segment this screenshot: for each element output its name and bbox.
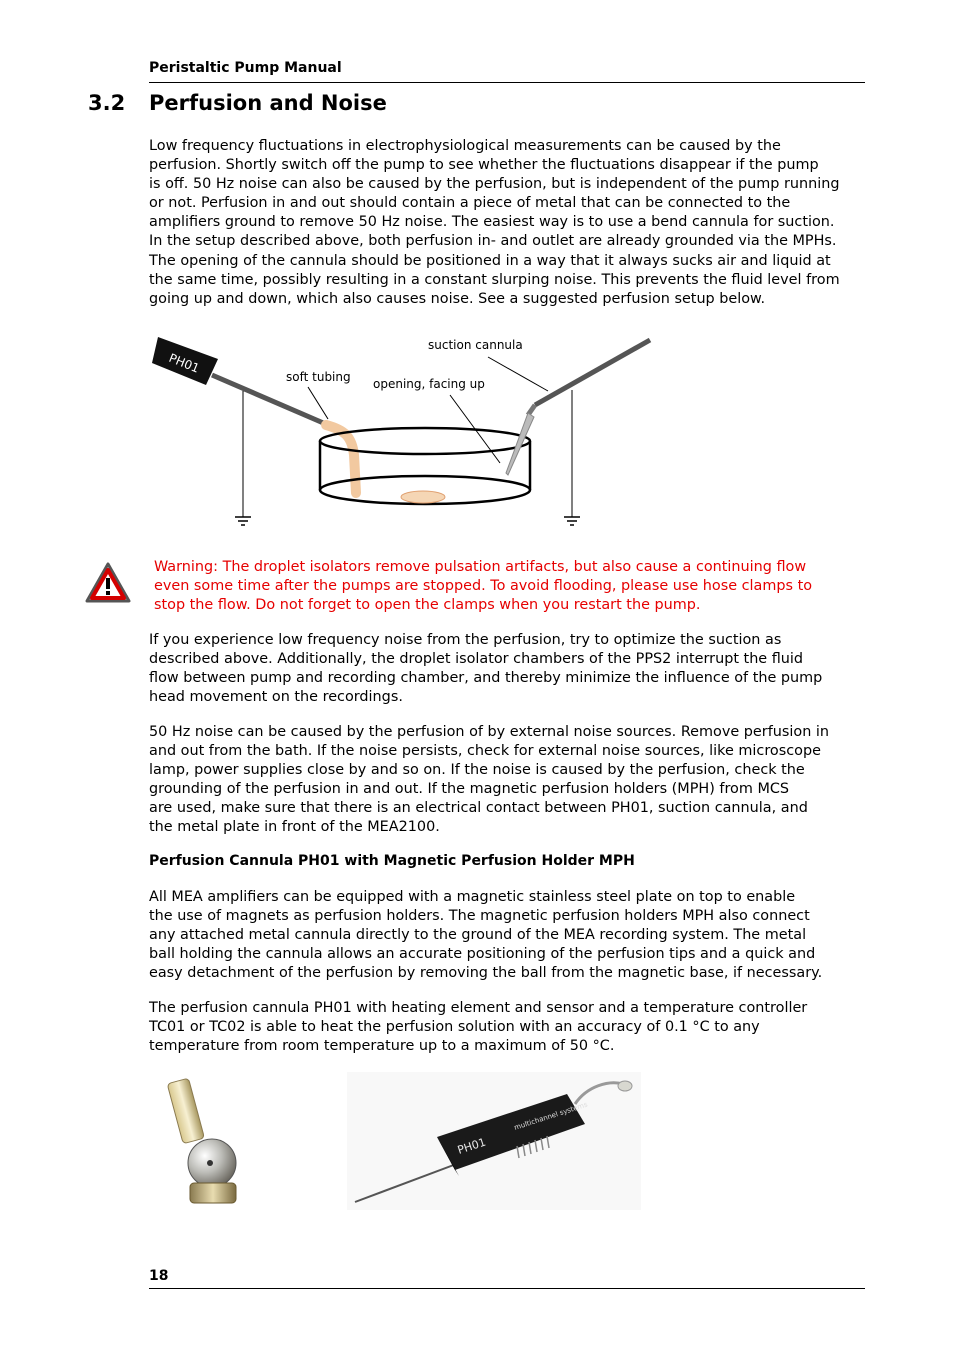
- magnetic-perfusion-holder-photo: [160, 1075, 250, 1210]
- paragraph-2: [149, 631, 865, 707]
- text-line: perfusion. Shortly switch off the pump to see whether the fluctuations disappear if the pump: [149, 157, 819, 174]
- text-line: is off. 50 Hz noise can also be caused by the perfusion, but is independent of the pump running: [149, 176, 840, 193]
- text-line: 50 Hz noise can be caused by the perfusion of by external noise sources. Remove perfusion in: [149, 724, 830, 740]
- section-number: 3.2: [88, 91, 126, 115]
- text-line: head movement on the recordings.: [149, 689, 403, 706]
- suction-cannula-label: suction cannula: [428, 338, 523, 352]
- footer-rule: [149, 1288, 865, 1289]
- text-line: are used, make sure that there is an electrical contact between PH01, suction cannula, and: [149, 800, 808, 817]
- section-heading: [88, 91, 387, 115]
- text-line: described above. Additionally, the droplet isolator chambers of the PPS2 interrupt the fluid: [149, 651, 804, 668]
- section-title: Perfusion and Noise: [149, 91, 387, 115]
- intro-paragraph: [149, 137, 865, 309]
- ph01-label: PH01: [166, 350, 202, 376]
- warning-line: stop the flow. Do not forget to open the clamps when you restart the pump.: [154, 597, 701, 614]
- running-header: Peristaltic Pump Manual: [149, 60, 342, 76]
- suction-cannula-arrow: [488, 357, 548, 391]
- text-line: grounding of the perfusion in and out. If the magnetic perfusion holders (MPH) from MCS: [149, 781, 790, 798]
- warning-triangle-icon: [84, 561, 132, 605]
- text-line: In the setup described above, both perfusion in- and outlet are already grounded via the MPHs.: [149, 233, 837, 250]
- perfusion-setup-diagram: [140, 325, 670, 535]
- paragraph-4: [149, 888, 865, 983]
- paragraph-3: [149, 723, 865, 838]
- text-line: amplifiers ground to remove 50 Hz noise. The easiest way is to use a bend cannula for suction.: [149, 214, 835, 231]
- text-line: and out from the bath. If the noise persists, check for external noise sources, like microscope: [149, 743, 821, 760]
- text-line: temperature from room temperature up to a maximum of 50 °C.: [149, 1038, 615, 1055]
- text-line: the same time, possibly resulting in a constant slurping noise. This prevents the fluid level from: [149, 271, 840, 288]
- text-line: going up and down, which also causes noise. See a suggested perfusion setup below.: [149, 290, 766, 307]
- text-line: All MEA amplifiers can be equipped with a magnetic stainless steel plate on top to enable: [149, 889, 796, 905]
- brand-label: multichannel systems: [513, 1100, 589, 1132]
- text-line: TC01 or TC02 is able to heat the perfusion solution with an accuracy of 0.1 °C to any: [149, 1019, 760, 1036]
- warning-line: Warning: The droplet isolators remove pulsation artifacts, but also cause a continuing flow: [154, 559, 807, 575]
- subheading: Perfusion Cannula PH01 with Magnetic Perfusion Holder MPH: [149, 853, 635, 869]
- warning-line: even some time after the pumps are stopped. To avoid flooding, please use hose clamps to: [154, 578, 813, 595]
- text-line: flow between pump and recording chamber, and thereby minimize the influence of the pump: [149, 670, 823, 687]
- text-line: The opening of the cannula should be positioned in a way that it always sucks air and liquid at: [149, 252, 831, 269]
- ground-left: [235, 391, 251, 525]
- ground-right: [564, 390, 580, 525]
- ph01-cannula-photo: [347, 1072, 641, 1210]
- text-line: any attached metal cannula directly to the ground of the MEA recording system. The metal: [149, 927, 807, 944]
- suction-cannula: [506, 340, 650, 475]
- text-line: or not. Perfusion in and out should contain a piece of metal that can be connected to the: [149, 195, 791, 212]
- warning-text: [154, 558, 854, 615]
- text-line: the metal plate in front of the MEA2100.: [149, 819, 440, 836]
- text-line: If you experience low frequency noise from the perfusion, try to optimize the suction as: [149, 632, 782, 648]
- tissue-slice: [401, 491, 445, 503]
- opening-label: opening, facing up: [373, 377, 485, 391]
- soft-tubing-label: soft tubing: [286, 370, 351, 384]
- text-line: ball holding the cannula allows an accurate positioning of the perfusion tips and a quick and: [149, 946, 816, 963]
- text-line: lamp, power supplies close by and so on. If the noise is caused by the perfusion, check the: [149, 762, 805, 779]
- page-number: 18: [149, 1268, 169, 1284]
- text-line: Low frequency fluctuations in electrophysiological measurements can be caused by the: [149, 138, 781, 154]
- header-rule: [149, 82, 865, 83]
- soft-tubing-arrow: [308, 387, 328, 419]
- text-line: the use of magnets as perfusion holders. The magnetic perfusion holders MPH also connect: [149, 908, 810, 925]
- ph01-photo-label: PH01: [455, 1135, 488, 1157]
- text-line: The perfusion cannula PH01 with heating element and sensor and a temperature controller: [149, 1000, 808, 1016]
- text-line: easy detachment of the perfusion by removing the ball from the magnetic base, if necessary.: [149, 965, 823, 982]
- paragraph-5: [149, 999, 865, 1056]
